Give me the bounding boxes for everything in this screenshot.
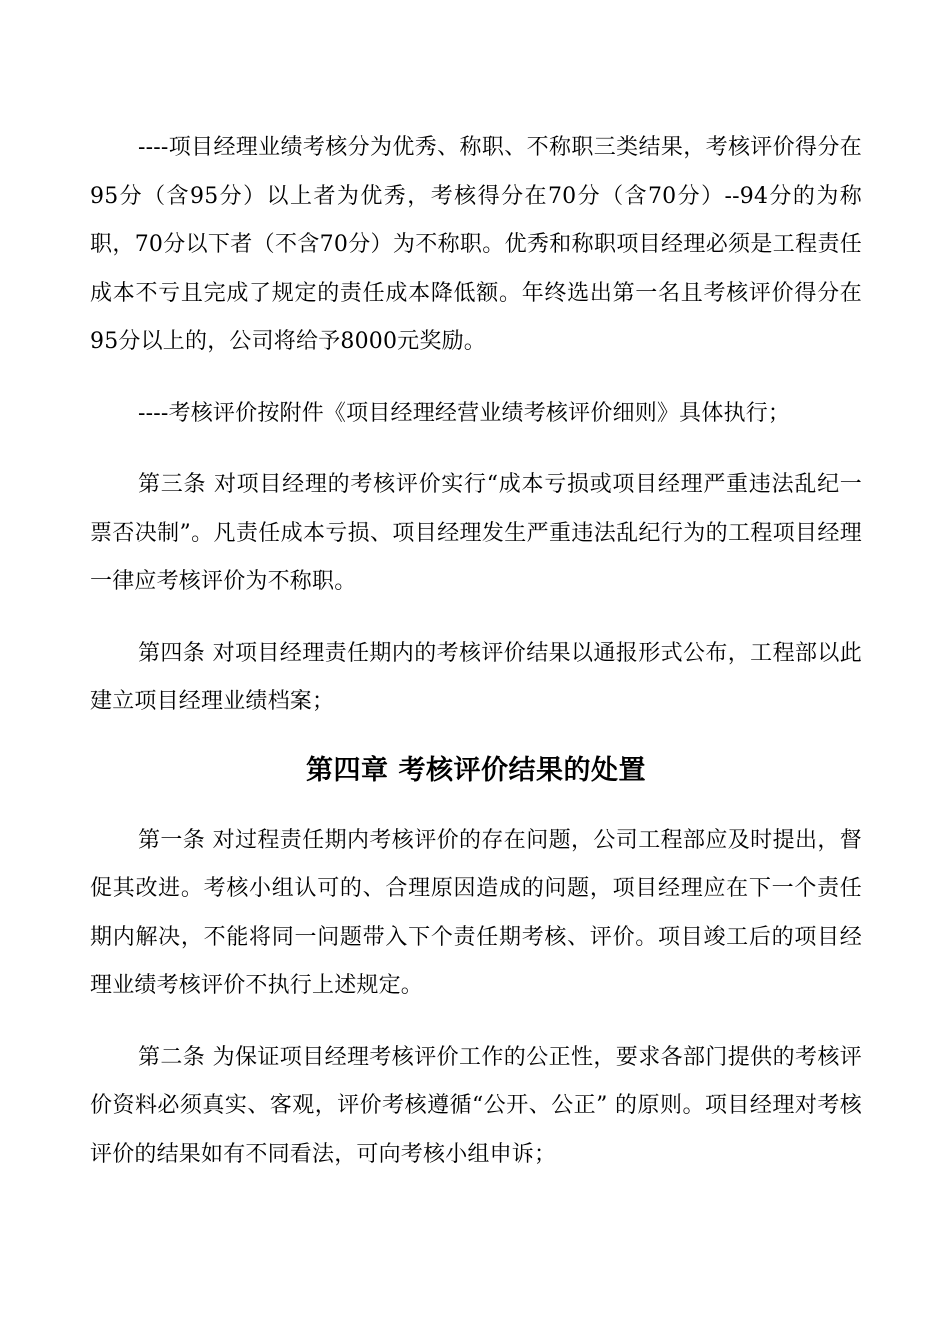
paragraph-chapter4-article-2: 第二条 为保证项目经理考核评价工作的公正性，要求各部门提供的考核评价资料必须真实、客观，评价考核遵循“公开、公正” 的原则。项目经理对考核评价的结果如有不同看法，可向考核小组申诉； (90, 1044, 862, 1167)
chapter-title: 第四章 考核评价结果的处置 (306, 754, 646, 786)
paragraph-rating-categories: ----项目经理业绩考核分为优秀、称职、不称职三类结果，考核评价得分在95分（含95分）以上者为优秀，考核得分在70分（含70分）--94分的为称职，70分以下者（不含70分）为不称职。优秀和称职项目经理必须是工程责任成本不亏且完成了规定的责任成本降低额。年终选出第一名且考核评价得分在95分以上的，公司将给予8000元奖励。 (90, 135, 862, 354)
paragraph-rating-rules: ----考核评价按附件《项目经理经营业绩考核评价细则》具体执行； (138, 400, 791, 426)
document-page (90, 124, 862, 1179)
paragraph-chapter4-article-1: 第一条 对过程责任期内考核评价的存在问题，公司工程部应及时提出，督促其改进。考核小组认可的、合理原因造成的问题，项目经理应在下一个责任期内解决，不能将同一问题带入下个责任期考核、评价。项目竣工后的项目经理业绩考核评价不执行上述规定。 (90, 827, 862, 998)
paragraph-article-3: 第三条 对项目经理的考核评价实行“成本亏损或项目经理严重违法乱纪一票否决制”。凡责任成本亏损、项目经理发生严重违法乱纪行为的工程项目经理一律应考核评价为不称职。 (90, 472, 862, 594)
paragraph-article-4: 第四条 对项目经理责任期内的考核评价结果以通报形式公布，工程部以此建立项目经理业绩档案； (90, 640, 862, 714)
